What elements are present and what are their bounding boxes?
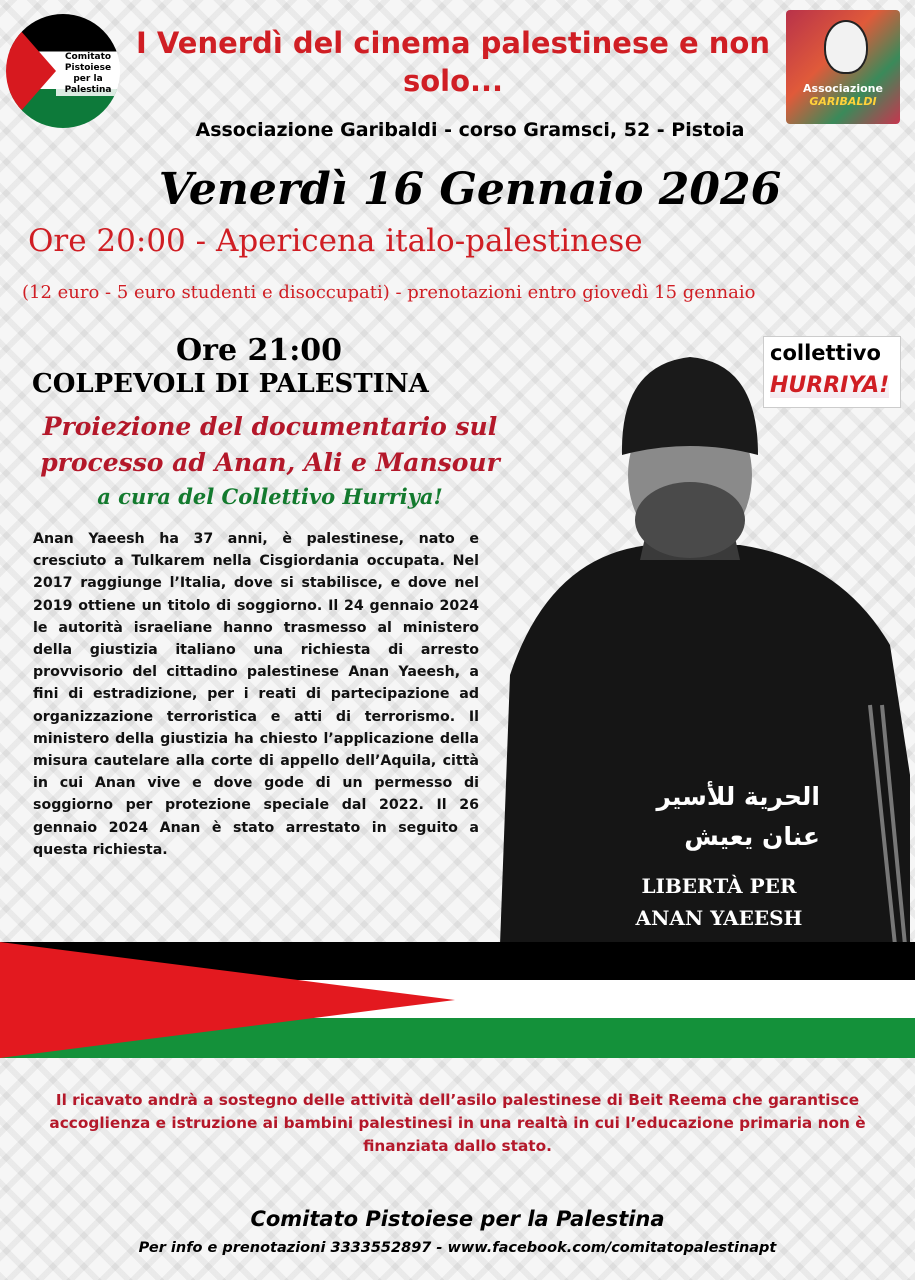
organizer-name: Comitato Pistoiese per la Palestina [250,1207,665,1231]
projection-description: Proiezione del documentario sul processo ad Anan, Ali e Mansour [40,412,500,477]
freedom-line1: LIBERTÀ PER [641,874,797,898]
freedom-caption [594,870,844,934]
screening-time: Ore 21:00 [176,333,343,368]
badge-line2: HURRIYA! [770,373,890,398]
arabic-caption [590,777,820,857]
collettivo-hurriya-badge [763,336,901,408]
portrait-icon [824,20,868,74]
garibaldi-logo-text [786,82,900,108]
arabic-line2: عنان يعيش [684,822,820,851]
comitato-logo-text: Comitato Pistoiese per la Palestina [56,52,120,96]
proceeds-note: Il ricavato andrà a sostegno delle attività dell’asilo palestinese di Beit Reema che garantisce accoglienza e istruzione ai bambini palestinesi in una realtà in cui l’educazione primaria non è finanziata dallo stato. [49,1091,866,1155]
arabic-line1: الحرية للأسير [656,782,820,811]
garibaldi-logo-line2: GARIBALDI [809,95,877,108]
badge-line1: collettivo [770,341,881,365]
venue-address: Associazione Garibaldi - corso Gramsci, 52 - Pistoia [195,119,745,141]
freedom-line2: ANAN YAEESH [635,906,803,930]
palestinian-flag-band [0,942,915,1058]
contact-info: Per info e prenotazioni 3333552897 - www.facebook.com/comitatopalestinapt [138,1240,777,1256]
event-date: Venerdì 16 Gennaio 2026 [158,164,782,215]
garibaldi-logo [786,10,900,124]
garibaldi-logo-line1: Associazione [803,82,883,95]
price-info: (12 euro - 5 euro studenti e disoccupati) - prenotazioni entro giovedì 15 gennaio [22,282,756,303]
film-title: COLPEVOLI DI PALESTINA [32,369,429,399]
page-title: I Venerdì del cinema palestinese e non solo... [136,26,770,98]
comitato-logo [6,14,120,128]
flag-triangle [6,14,56,128]
curated-by: a cura del Collettivo Hurriya! [97,484,443,509]
anan-story-text: Anan Yaeesh ha 37 anni, è palestinese, nato e cresciuto a Tulkarem nella Cisgiordania occupata. Nel 2017 raggiunge l’Italia, dove si stabilisce, e dove nel 2019 ottiene un titolo di soggiorno. Il 24 gennaio 2024 le autorità israeliane hanno trasmesso al ministero della giustizia italiano una richiesta di arresto provvisorio del cittadino palestinese Anan Yaeesh, a fini di estradizione, per i reati di partecipazione ad organizzazione terroristica e atti di terrorismo. Il ministero della giustizia ha chiesto l’applicazione della misura cautelare alla corte di appello dell’Aquila, città in cui Anan vive e dove gode di un permesso di soggiorno per protezione speciale dal 2022. Il 26 gennaio 2024 Anan è stato arrestato in seguito a questa richiesta. [33,531,479,858]
dinner-line: Ore 20:00 - Apericena italo-palestinese [28,223,643,259]
